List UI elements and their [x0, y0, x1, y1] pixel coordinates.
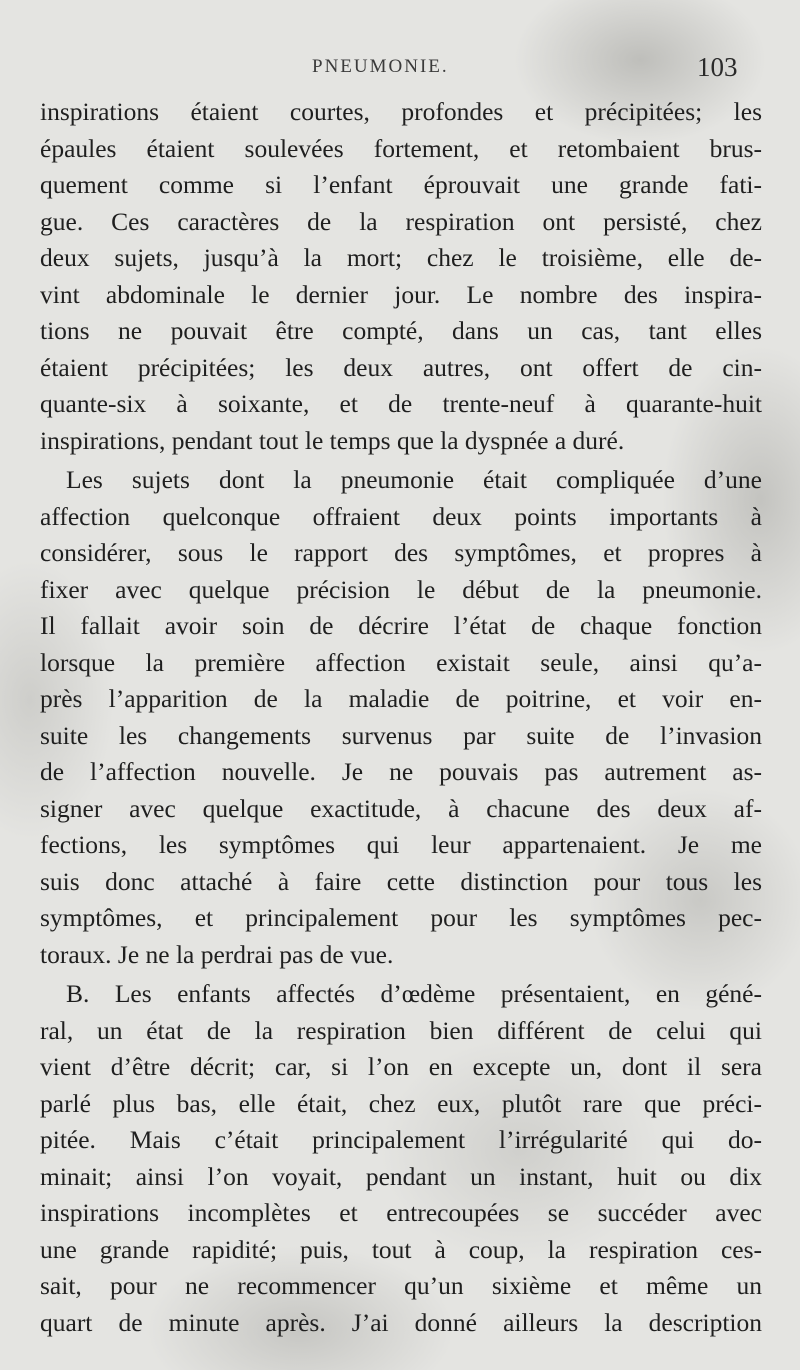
text-line: symptômes, et principalement pour les symptômes pec- — [40, 903, 762, 932]
text-line: de l’affection nouvelle. Je ne pouvais pas autrement as- — [40, 757, 762, 786]
text-line: affection quelconque offraient deux points importants à — [40, 501, 762, 531]
text-line: une grande rapidité; puis, tout à coup, la respiration ces- — [40, 1234, 762, 1264]
text-line: lorsque la première affection existait seule, ainsi qu’a- — [40, 647, 762, 677]
text-line: pitée. Mais c’était principalement l’irrégularité qui do- — [40, 1125, 762, 1154]
text-line: sait, pour ne recommencer qu’un sixième et même un — [40, 1271, 762, 1300]
text-line: inspirations, pendant tout le temps que la dyspnée a duré. — [40, 425, 625, 455]
text-line: inspirations incomplètes et entrecoupées se succéder avec — [40, 1198, 762, 1227]
text-line: près l’apparition de la maladie de poitrine, et voir en- — [40, 684, 762, 713]
text-line: Il fallait avoir soin de décrire l’état de chaque fonction — [40, 611, 762, 640]
text-line: étaient précipitées; les deux autres, ont offert de cin- — [40, 352, 762, 382]
text-line: signer avec quelque exactitude, à chacune des deux af- — [40, 793, 762, 823]
text-line: considérer, sous le rapport des symptômes, et propres à — [40, 538, 762, 567]
text-line: suite les changements survenus par suite de l’invasion — [40, 720, 762, 750]
text-line: quement comme si l’enfant éprouvait une grande fati- — [40, 170, 762, 199]
text-line: deux sujets, jusqu’à la mort; chez le troisième, elle de- — [40, 243, 762, 272]
body-text — [40, 94, 762, 1341]
text-line: vint abdominale le dernier jour. Le nombre des inspira- — [40, 279, 762, 309]
text-line: fixer avec quelque précision le début de la pneumonie. — [40, 574, 762, 604]
page-number: 103 — [697, 52, 738, 82]
text-line: vient d’être décrit; car, si l’on en excepte un, dont il sera — [40, 1052, 762, 1081]
text-line: gue. Ces caractères de la respiration ont persisté, chez — [40, 206, 762, 236]
text-line: parlé plus bas, elle était, chez eux, plutôt rare que préci- — [40, 1088, 762, 1118]
text-line: suis donc attaché à faire cette distinction pour tous les — [40, 866, 762, 896]
text-line: quart de minute après. J’ai donné ailleurs la description — [40, 1307, 762, 1337]
text-line: minait; ainsi l’on voyait, pendant un instant, huit ou dix — [40, 1161, 762, 1191]
page-header — [0, 50, 800, 84]
text-line: inspirations étaient courtes, profondes et précipitées; les — [40, 97, 762, 126]
paragraph-first-line: B. Les enfants affectés d’œdème présentaient, en géné- — [66, 979, 762, 1008]
running-head: PNEUMONIE. — [312, 56, 449, 77]
paragraph-first-line: Les sujets dont la pneumonie était compliquée d’une — [66, 465, 762, 494]
text-line: tions ne pouvait être compté, dans un cas, tant elles — [40, 316, 762, 345]
text-line: quante-six à soixante, et de trente-neuf à quarante-huit — [40, 389, 762, 418]
text-line: fections, les symptômes qui leur appartenaient. Je me — [40, 830, 762, 859]
text-line: épaules étaient soulevées fortement, et retombaient brus- — [40, 133, 762, 163]
text-line: ral, un état de la respiration bien différent de celui qui — [40, 1015, 762, 1045]
text-line: toraux. Je ne la perdrai pas de vue. — [40, 939, 394, 969]
